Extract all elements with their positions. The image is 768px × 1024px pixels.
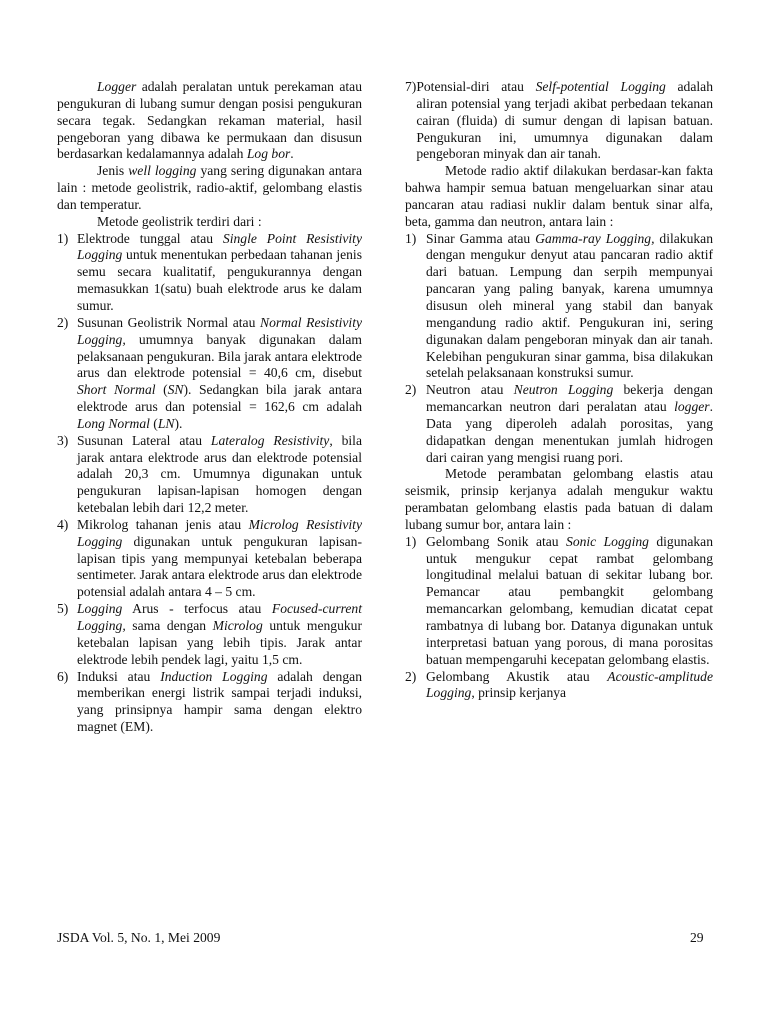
list-item: 2) Susunan Geolistrik Normal atau Normal Resistivity Logging, umumnya banyak digunakan dalam pelaksanaan pengukuran. Bila jarak antara elektrode arus dan elektrode potensial = 40,6 cm, disebut Short Normal (SN). Sedangkan bila jarak antara elektrode arus dan potensial = 162,6 cm adalah Long Normal (LN).: [57, 314, 363, 431]
list-item: 4) Mikrolog tahanan jenis atau Microlog Resistivity Logging digunakan untuk pengukuran lapisan-lapisan tipis yang mempunyai ketebalan beberapa sentimeter. Jarak antara elektrode arus dan elektrode potensial adalah antara 4 – 5 cm.: [57, 516, 362, 600]
elastic-wave-method-list: [405, 534, 713, 702]
list-item: 1) Gelombang Sonik atau Sonic Logging digunakan untuk mengukur cepat rambat gelombang longitudinal melalui batuan di sekitar lubang bor. Pemancar atau pembangkit gelombang memancarkan gelombang, kemudian dicatat cepat rambatnya di lubang bor. Datanya digunakan untuk interpretasi batuan yang porous, di mana porositas batuan mempengaruhi kecepatan gelombang elastis.: [405, 533, 713, 667]
list-item: 1) Elektrode tunggal atau Single Point Resistivity Logging untuk menentukan perbedaan tahanan jenis semu secara kualitatif, pengukurannya dengan memasukkan 1(satu) buah elektrode arus ke dalam sumur.: [57, 230, 362, 313]
list-item-self-potential: 7) Potensial-diri atau Self-potential Logging adalah aliran potensial yang terjadi akibat perbedaan tekanan cairan (fluida) di sumur dengan di lapisan batuan. Pengukuran ini, umumnya digunakan dalam pengeboran minyak dan air tanah.: [405, 79, 713, 162]
right-column: [405, 79, 713, 702]
paragraph-elastic-wave-method: Metode perambatan gelombang elastis atau seismik, prinsip kerjanya adalah mengukur waktu perambatan gelombang elastis pada batuan di dalam lubang sumur bor, antara lain :: [405, 466, 713, 532]
list-item: 3) Susunan Lateral atau Lateralog Resistivity, bila jarak antara elektrode arus dan elektrode potensial adalah 20,3 cm. Umumnya digunakan untuk pengukuran lapisan-lapisan homogen dengan ketebalan lebih dari 12,2 meter.: [57, 432, 362, 516]
left-column: [57, 79, 362, 736]
paragraph-well-logging-types: Jenis well logging yang sering digunakan antara lain : metode geolistrik, radio-aktif, gelombang elastis dan temperatur.: [57, 163, 362, 212]
list-item: 1) Sinar Gamma atau Gamma-ray Logging, dilakukan dengan mengukur denyut atau pancaran radio aktif dari batuan. Lempung dan serpih mempunyai pancaran yang paling banyak, karena umumnya disusun oleh mineral yang stabil dan banyak mengandung radio aktif. Pengukuran ini, sering digunakan dalam pengeboran minyak dan air tanah. Kelebihan pengukuran sinar gamma, bisa dilakukan setelah pelaksanaan konstruksi sumur.: [405, 230, 714, 381]
paragraph-logger-definition: Logger adalah peralatan untuk perekaman atau pengukuran di lubang sumur dengan posisi pengukuran secara tegak. Sedangkan rekaman material, hasil pengeboran yang dibawa ke permukaan dan disusun berdasarkan kedalamannya adalah Log bor.: [57, 79, 362, 162]
page-number: 29: [690, 930, 704, 945]
geoelectric-method-list: [57, 231, 362, 736]
list-item: 2) Neutron atau Neutron Logging bekerja dengan memancarkan neutron dari peralatan atau logger. Data yang diperoleh adalah porositas, yang didapatkan dengan menentukan jumlah hidrogen dari cairan yang mengisi ruang pori.: [405, 382, 713, 465]
list-item: 6) Induksi atau Induction Logging adalah dengan memberikan energi listrik sampai terjadi induksi, yang prinsipnya hampir sama dengan elektro magnet (EM).: [57, 668, 362, 735]
list-item: 2) Gelombang Akustik atau Acoustic-amplitude Logging, prinsip kerjanya: [405, 668, 713, 701]
paragraph-geoelectric-intro: Metode geolistrik terdiri dari :: [97, 213, 262, 229]
paragraph-radioactive-method: Metode radio aktif dilakukan berdasar-kan fakta bahwa hampir semua batuan mengeluarkan sinar atau pancaran atau radiasi nuklir dalam bentuk sinar alfa, beta, gamma dan neutron, antara lain :: [405, 163, 713, 229]
list-item: 5) Logging Arus - terfocus atau Focused-current Logging, sama dengan Microlog untuk mengukur ketebalan lapisan yang lebih tipis. Jarak antar elektrode lebih pendek lagi, yaitu 1,5 cm.: [57, 601, 362, 667]
journal-citation: JSDA Vol. 5, No. 1, Mei 2009: [57, 930, 221, 945]
radioactive-method-list: [405, 231, 713, 467]
